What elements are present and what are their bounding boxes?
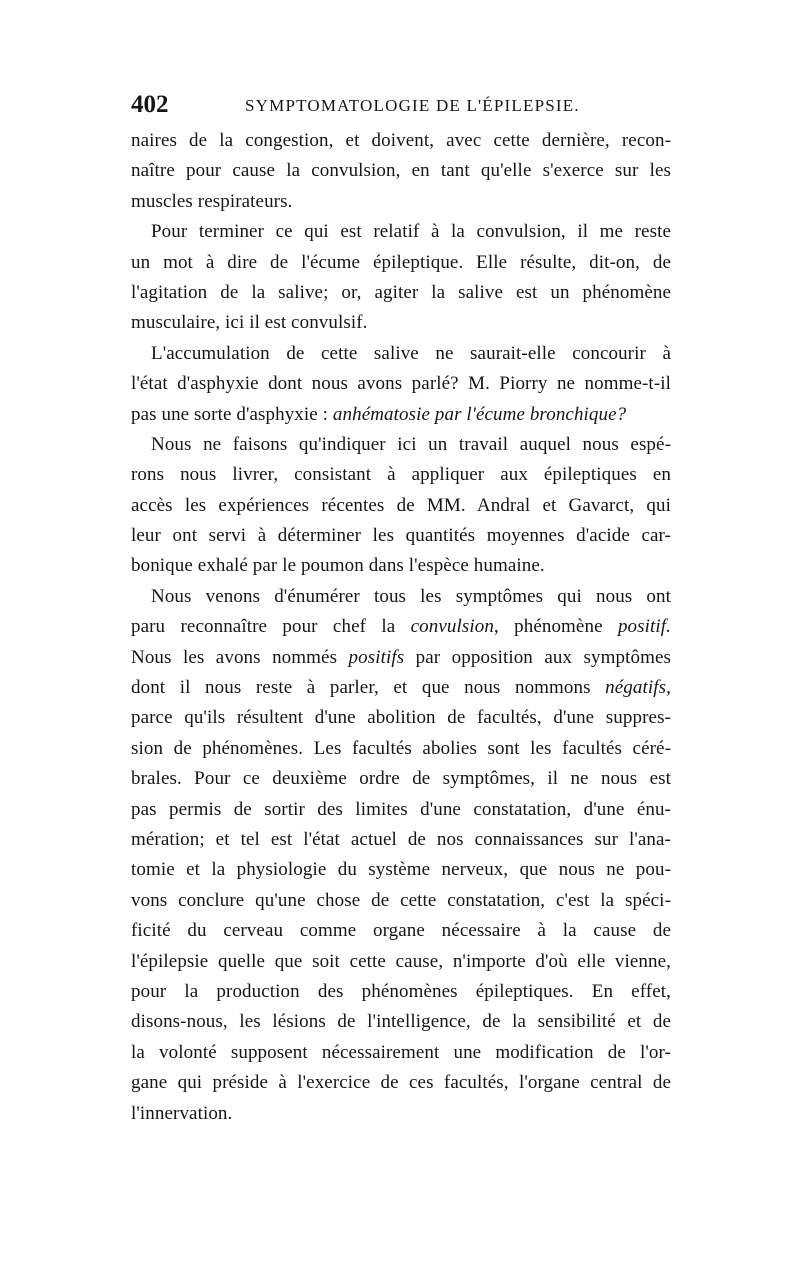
text-run: tomie et la physiologie du système nerveux, que nous ne pou-	[131, 859, 671, 881]
text-line	[131, 400, 671, 430]
text-run: un mot à dire de l'écume épileptique. Elle résulte, dit-on, de	[131, 251, 671, 273]
text-run: rons nous livrer, consistant à appliquer aux épileptiques en	[131, 464, 671, 486]
text-run: dont il nous reste à parler, et que nous nommons	[131, 677, 606, 699]
text-run: L'accumulation de cette salive ne saurait-elle concourir à	[151, 342, 671, 364]
text-line	[131, 886, 671, 916]
text-line	[131, 460, 671, 490]
text-run: naître pour cause la convulsion, en tant qu'elle s'exerce sur les	[131, 160, 671, 182]
text-run: gane qui préside à l'exercice de ces facultés, l'organe central de	[131, 1072, 671, 1094]
text-line	[131, 977, 671, 1007]
text-run: parce qu'ils résultent d'une abolition de facultés, d'une suppres-	[131, 707, 671, 729]
text-line	[131, 339, 671, 369]
text-line	[131, 430, 671, 460]
text-run: pas permis de sortir des limites d'une constatation, d'une énu-	[131, 798, 671, 820]
text-line	[131, 248, 671, 278]
text-line	[131, 308, 671, 338]
text-line	[131, 855, 671, 885]
text-line	[131, 795, 671, 825]
text-line	[131, 764, 671, 794]
text-run: sion de phénomènes. Les facultés abolies sont les facultés céré-	[131, 737, 671, 759]
text-run: Nous venons d'énumérer tous les symptômes qui nous ont	[151, 585, 671, 607]
text-run: accès les expériences récentes de MM. Andral et Gavarct, qui	[131, 494, 671, 516]
text-run: pas une sorte d'asphyxie :	[131, 403, 333, 425]
text-line	[131, 703, 671, 733]
page-number: 402	[131, 91, 169, 118]
text-run: par opposition aux symptômes	[404, 646, 671, 668]
text-line	[131, 825, 671, 855]
text-line	[131, 582, 671, 612]
text-run: vons conclure qu'une chose de cette constatation, c'est la spéci-	[131, 889, 671, 911]
italic-text: positif.	[617, 616, 671, 638]
text-run: ficité du cerveau comme organe nécessaire à la cause de	[131, 920, 671, 942]
page-header	[131, 90, 671, 124]
body-text	[131, 126, 671, 1129]
text-run: la volonté supposent nécessairement une modification de l'or-	[131, 1041, 671, 1063]
text-line	[131, 612, 671, 642]
text-run: paru reconnaître pour chef la	[131, 616, 411, 638]
text-line	[131, 187, 671, 217]
text-line	[131, 217, 671, 247]
text-run: Pour terminer ce qui est relatif à la convulsion, il me reste	[151, 221, 671, 243]
italic-text: convulsion	[410, 616, 494, 638]
italic-text: anhématosie par l'écume bronchique?	[332, 403, 627, 425]
text-run: bonique exhalé par le poumon dans l'espèce humaine.	[131, 555, 545, 577]
text-line	[131, 643, 671, 673]
italic-text: positifs	[348, 646, 405, 668]
text-line	[131, 126, 671, 156]
text-line	[131, 1007, 671, 1037]
text-run: disons-nous, les lésions de l'intelligence, de la sensibilité et de	[131, 1011, 671, 1033]
text-run: muscles respirateurs.	[131, 190, 293, 212]
text-run: ,	[666, 677, 671, 699]
text-line	[131, 916, 671, 946]
text-line	[131, 673, 671, 703]
text-run: Nous les avons nommés	[131, 646, 349, 668]
running-title: SYMPTOMATOLOGIE DE L'ÉPILEPSIE.	[245, 96, 580, 115]
text-run: l'état d'asphyxie dont nous avons parlé? M. Piorry ne nomme-t-il	[131, 373, 671, 395]
text-line	[131, 1038, 671, 1068]
text-run: brales. Pour ce deuxième ordre de symptômes, il ne nous est	[131, 768, 671, 790]
text-run: l'épilepsie quelle que soit cette cause, n'importe d'où elle vienne,	[131, 950, 671, 972]
text-line	[131, 521, 671, 551]
text-line	[131, 734, 671, 764]
text-run: pour la production des phénomènes épileptiques. En effet,	[131, 980, 671, 1002]
text-run: Nous ne faisons qu'indiquer ici un travail auquel nous espé-	[151, 433, 671, 455]
text-line	[131, 551, 671, 581]
text-line	[131, 491, 671, 521]
text-run: leur ont servi à déterminer les quantités moyennes d'acide car-	[131, 525, 671, 547]
text-run: l'agitation de la salive; or, agiter la salive est un phénomène	[131, 281, 671, 303]
text-line	[131, 156, 671, 186]
text-line	[131, 369, 671, 399]
text-run: l'innervation.	[131, 1102, 233, 1124]
text-line	[131, 1099, 671, 1129]
text-line	[131, 1068, 671, 1098]
text-run: , phénomène	[493, 616, 618, 638]
text-line	[131, 278, 671, 308]
text-run: mération; et tel est l'état actuel de nos connaissances sur l'ana-	[131, 828, 671, 850]
text-run: musculaire, ici il est convulsif.	[131, 312, 368, 334]
text-line	[131, 947, 671, 977]
text-run: naires de la congestion, et doivent, avec cette dernière, recon-	[131, 130, 671, 151]
italic-text: négatifs	[605, 677, 667, 699]
